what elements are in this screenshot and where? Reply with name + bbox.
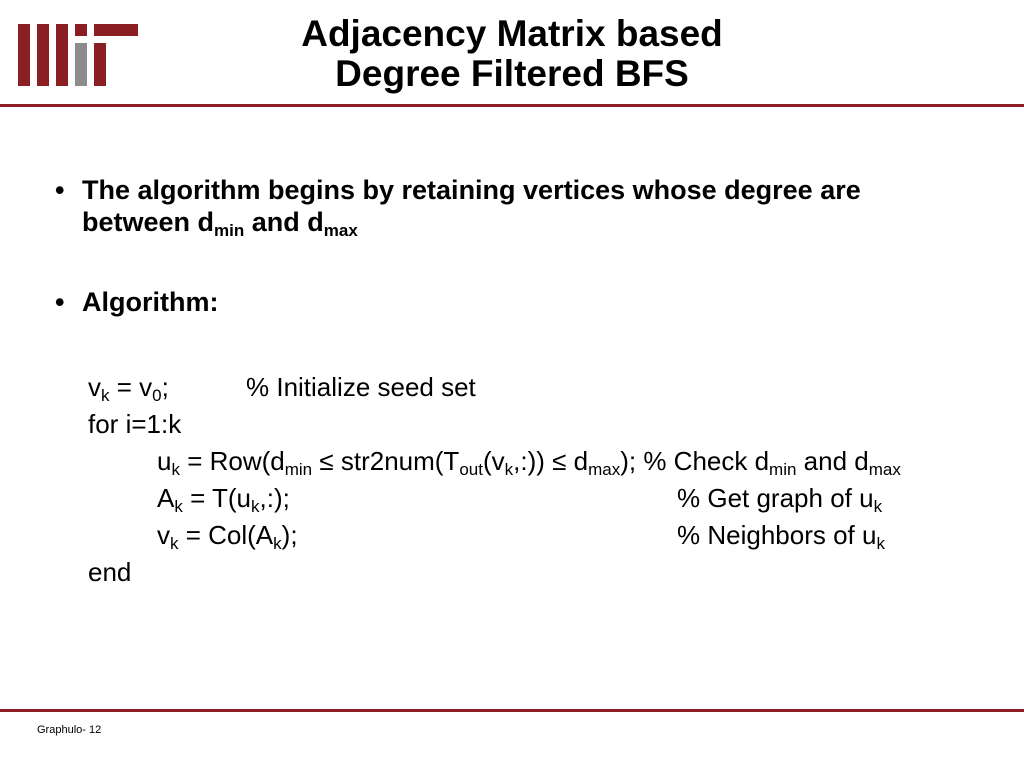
mit-logo xyxy=(18,24,138,86)
code-line-seed: $v_k = v_0$; xyxy=(88,372,169,405)
bullet-text xyxy=(82,174,861,238)
bullet-icon: • xyxy=(55,287,65,317)
slide-footer: Graphulo- 12 xyxy=(37,724,102,736)
bullet-icon: • xyxy=(55,175,65,205)
code-line-end: end xyxy=(88,557,132,587)
slide-title-line1: Adjacency Matrix based xyxy=(301,13,723,54)
code-comment-seed: % Initialize seed set xyxy=(246,372,476,402)
code-comment-graph: % Get graph of $u_k$ xyxy=(677,483,883,516)
code-line-row-filter: $u_k = Row(d_{min}$ ≤ $str2num(T_{out}(v_k,:)) \le d_{max}$); % Check $d_{min}$ and $d_{max}$ xyxy=(157,446,901,479)
code-comment-neighbors: % Neighbors of $u_k$ xyxy=(677,520,885,553)
bullet-text-line1: The algorithm begins by retaining vertices whose degree are xyxy=(82,175,861,205)
bullet-text-line2: between $d_{min}$ and $d_{max}$ xyxy=(82,207,358,240)
footer-divider xyxy=(0,709,1024,712)
code-line-for: for i=1:k xyxy=(88,409,182,439)
slide-title xyxy=(250,14,774,94)
header-divider xyxy=(0,104,1024,107)
code-line-graph: $A_k$ = $T(u_k,:)$; xyxy=(157,483,290,516)
bullet-text: Algorithm: xyxy=(82,287,219,317)
slide-title-line2: Degree Filtered BFS xyxy=(335,53,689,94)
code-line-neighbors: $v_k = Col(A_k)$; xyxy=(157,520,298,553)
